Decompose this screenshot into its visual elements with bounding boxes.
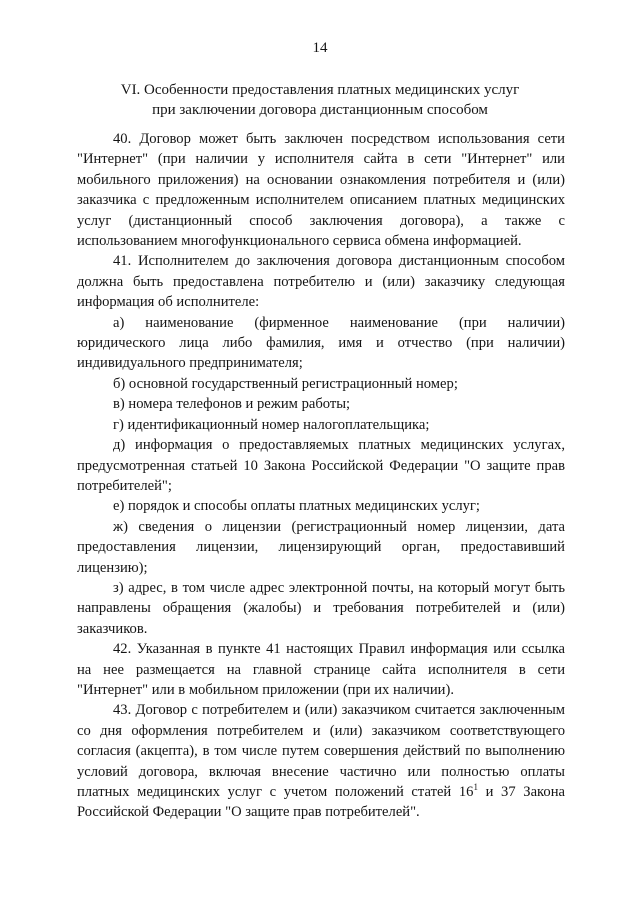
section-heading (60, 80, 580, 120)
document-body (77, 129, 565, 823)
paragraph-40: 40. Договор может быть заключен посредством использования сети "Интернет" (при наличии у исполнителя сайта в сети "Интернет" или мобильного приложения) на основании ознакомления потребителя и (или) заказчика с предложенным исполнителем описанием платных медицинских услуг (дистанционный способ заключения договора), а также с использованием многофункционального сервиса обмена информацией. (77, 131, 565, 250)
section-title-line-2: при заключении договора дистанционным способом (152, 102, 488, 118)
paragraph-43-text-end: и 37 Закона Российской Федерации "О защите прав потребителей". (77, 784, 565, 821)
item-v: в) номера телефонов и режим работы; (113, 396, 351, 413)
paragraph-43 (77, 700, 565, 822)
item-zh: ж) сведения о лицензии (регистрационный номер лицензии, дата предоставления лицензии, лицензирующий орган, предоставивший лицензию); (77, 518, 565, 576)
paragraph-43-text: 43. Договор с потребителем и (или) заказчиком считается заключенным со дня оформления потребителем и (или) заказчиком соответствующего согласия (акцепта), в том числе путем совершения действий по выполнению условий договора, включая внесение частично или полностью оплаты платных медицинских услуг с учетом положений статей 16 (77, 702, 565, 800)
article-superscript: 1 (473, 782, 478, 793)
item-g: г) идентификационный номер налогоплательщика; (113, 416, 430, 433)
paragraph-42: 42. Указанная в пункте 41 настоящих Правил информация или ссылка на нее размещается на главной странице сайта исполнителя в сети "Интернет" или в мобильном приложении (при их наличии). (77, 641, 565, 698)
item-z: з) адрес, в том числе адрес электронной почты, на который могут быть направлены обращения (жалобы) и требования потребителей и (или) заказчиков. (77, 579, 565, 637)
page-number: 14 (312, 40, 328, 56)
item-a: а) наименование (фирменное наименование (при наличии) юридического лица либо фамилия, имя и отчество (при наличии) индивидуального предпринимателя; (77, 314, 565, 372)
paragraph-41: 41. Исполнителем до заключения договора дистанционным способом должна быть предоставлена потребителю и (или) заказчику следующая информация об исполнителе: (77, 253, 565, 311)
section-title-line-1: VI. Особенности предоставления платных медицинских услуг (120, 82, 520, 98)
item-e: е) порядок и способы оплаты платных медицинских услуг; (113, 498, 480, 515)
item-d: д) информация о предоставляемых платных медицинских услугах, предусмотренная статьей 10 Закона Российской Федерации "О защите прав потребителей"; (77, 437, 565, 494)
item-b: б) основной государственный регистрационный номер; (113, 375, 458, 392)
